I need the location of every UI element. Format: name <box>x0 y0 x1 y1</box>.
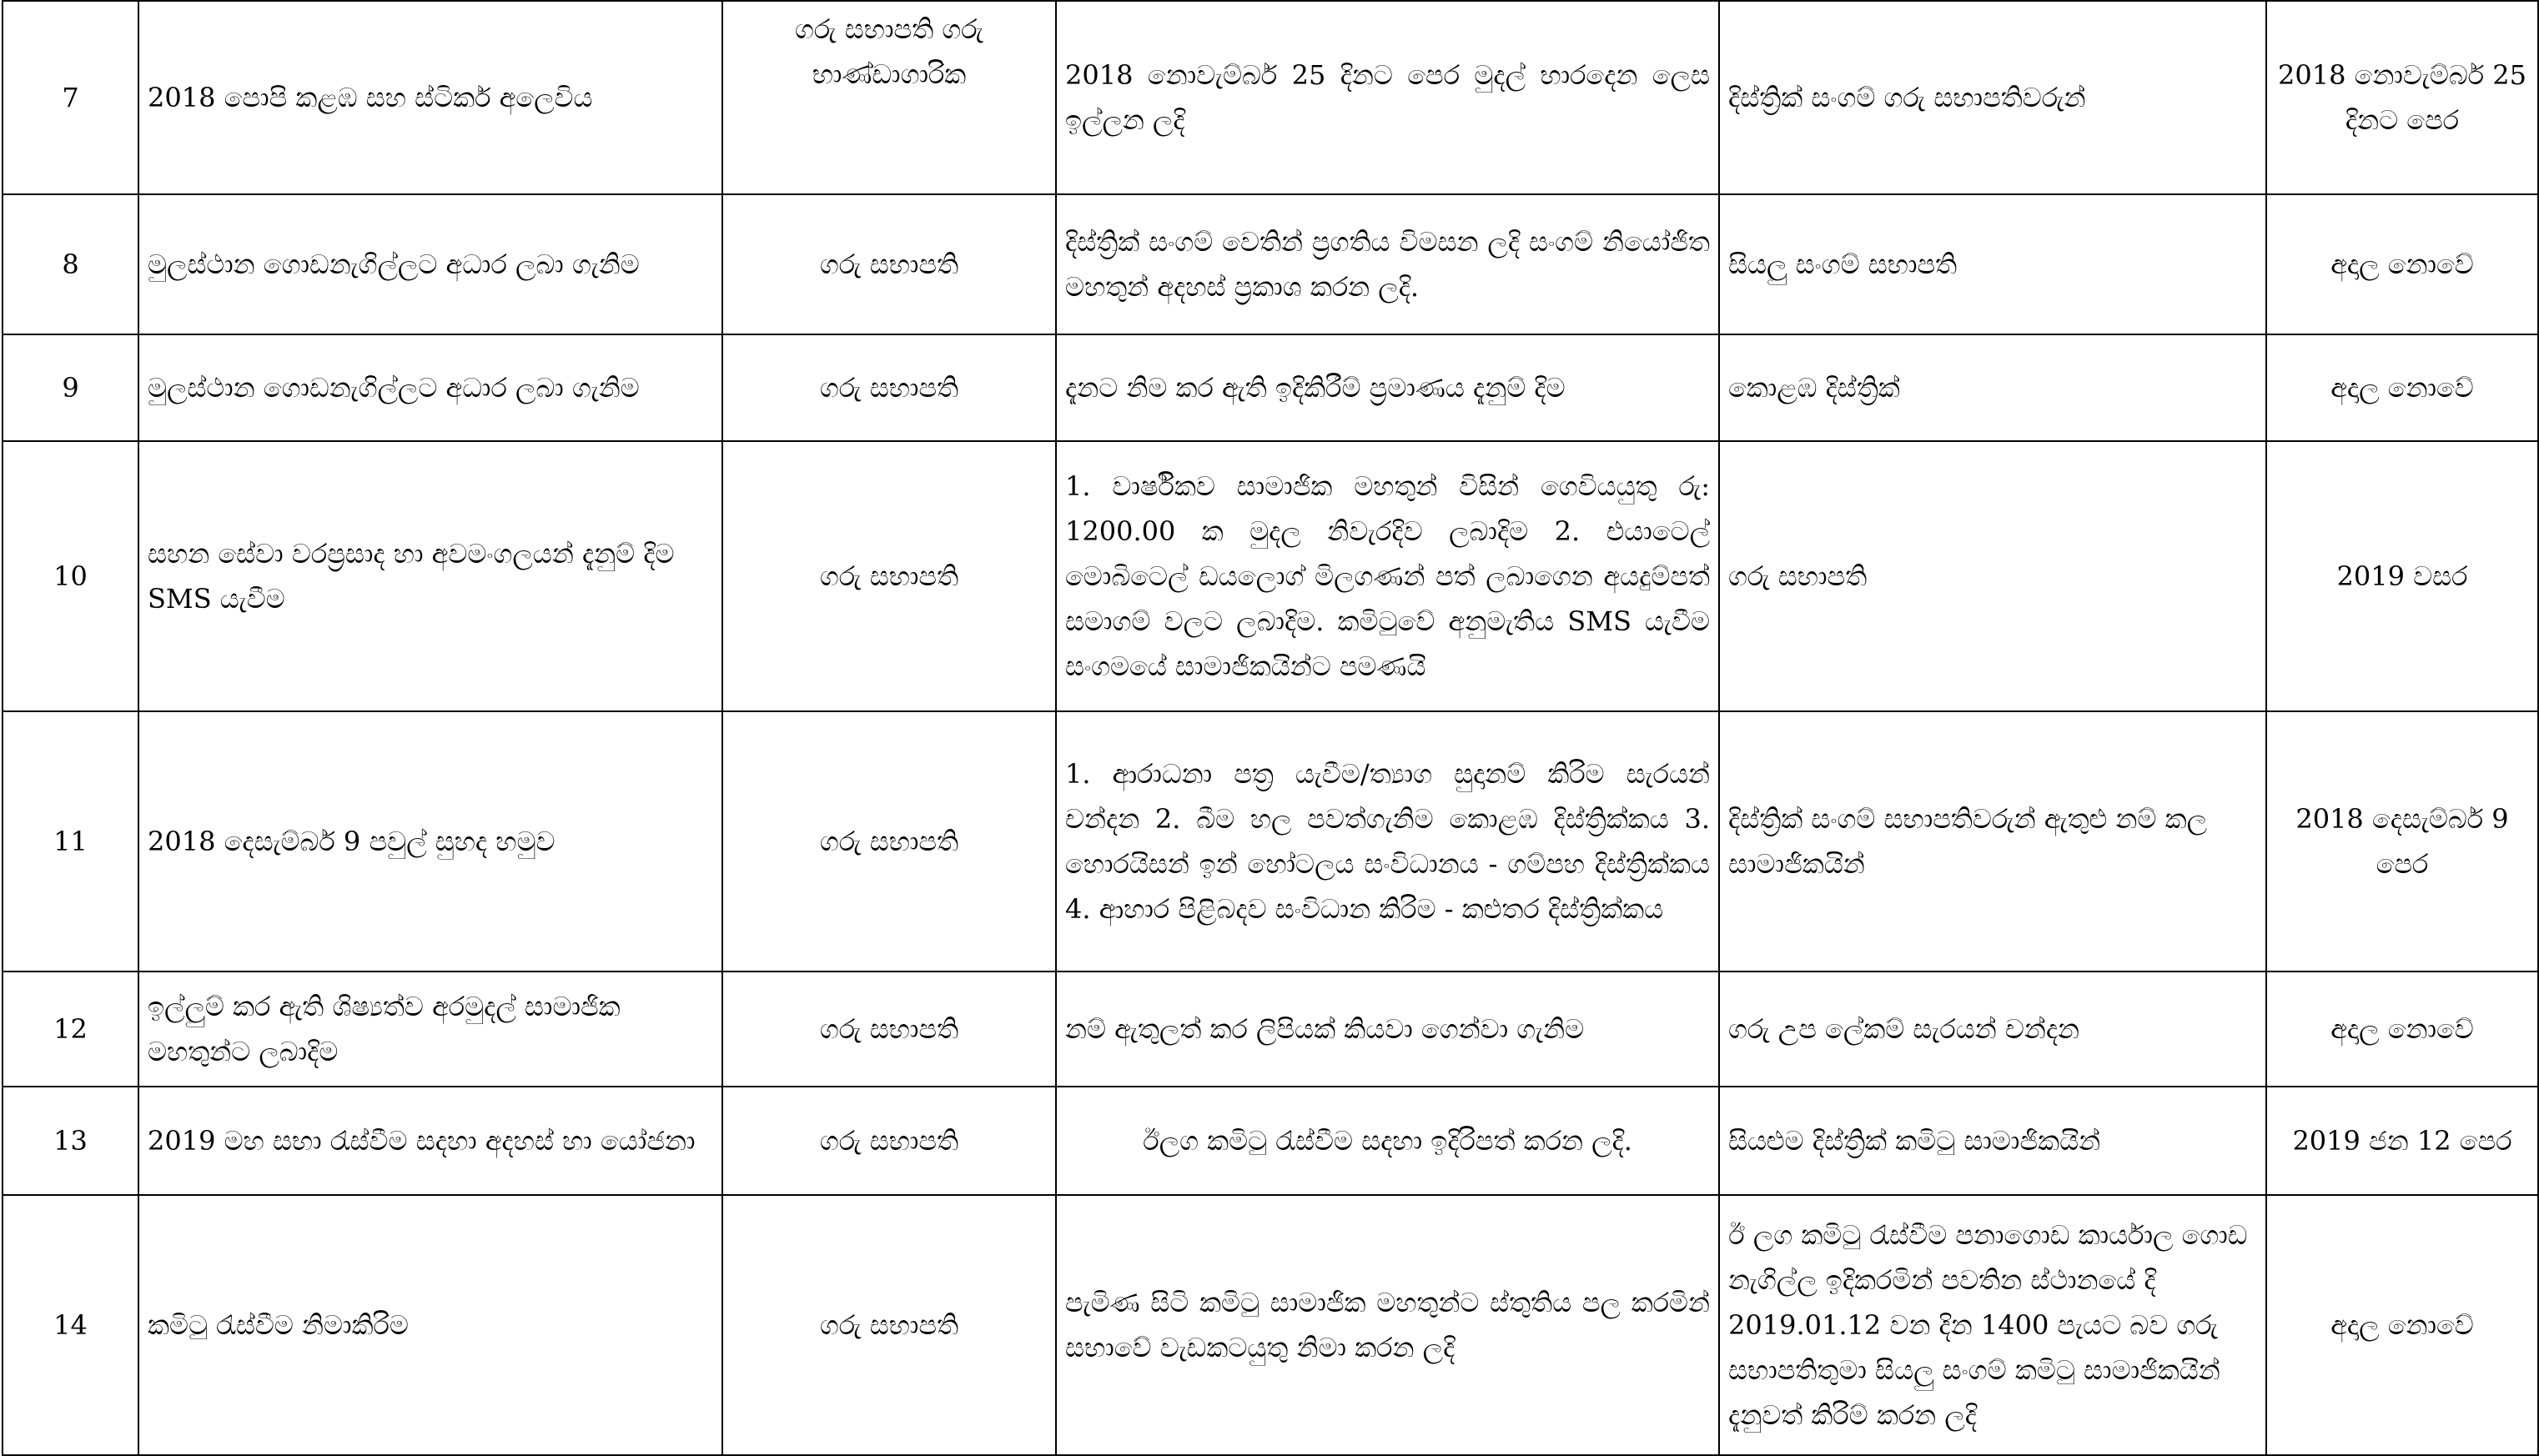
responsible-line: ගරු සභාපති <box>819 372 959 404</box>
table-row <box>3 194 2538 334</box>
responsible-line: ගරු සභාපති ගරු <box>795 13 983 45</box>
decision-cell: 2018 නොවැම්බර් 25 දිනට පෙර මුදල් භාරදෙන ලෙස ඉල්ලන ලදි <box>1056 1 1719 194</box>
responsible-line: ගරු සභාපති <box>819 1125 959 1157</box>
decision-cell: ඊලග කමිටු රැස්වීම සදහා ඉදිරිපත් කරන ලදි. <box>1056 1087 1719 1195</box>
row-number: 8 <box>3 194 138 334</box>
implementation-cell: ගරු සභාපති <box>1719 441 2266 711</box>
date-cell: 2018 දෙසැම්බර් 9 පෙර <box>2266 711 2538 972</box>
responsible-cell <box>722 441 1056 711</box>
responsible-line: ගරු සභාපති <box>819 249 959 280</box>
date-cell: අදාල නොවේ <box>2266 334 2538 441</box>
decision-cell: 1. වාර්ෂිකව සාමාජික මහතුන් විසින් ගෙවියයුතු රු: 1200.00 ක මුදල නිවැරදිව ලබාදිම 2. එයාටෙල් මොබිටෙල් ඩයලොග් මිලගණන් පත් ලබාගෙන අයදුම්පත් සමාගම් වලට ලබාදිම. කමිටුවේ අනුමැතිය SMS යැවීම සංගමයේ සාමාජිකයින්ට පමණයි <box>1056 441 1719 711</box>
responsible-cell <box>722 1087 1056 1195</box>
row-number: 10 <box>3 441 138 711</box>
topic-cell: 2018 පොපි කළඹ සහ ස්ටිකර් අලෙවිය <box>138 1 722 194</box>
table-row <box>3 1 2538 194</box>
responsible-cell <box>722 334 1056 441</box>
date-cell: 2019 ජන 12 පෙර <box>2266 1087 2538 1195</box>
responsible-line: ගරු සභාපති <box>819 826 959 857</box>
decision-cell: 1. ආරාධනා පත්‍ර යැවීම/ත්‍යාග සුදානම් කිරිම සැරයන් චන්දන 2. බීම හල පවත්ගැනිම කොළඹ දිස්ත්‍රික්කය 3. හොරයිසන් ඉන් හෝටලය සංවිධානය - ගම්පහ දිස්ත්‍රික්කය 4. ආහාර පිළිබදව සංවිධාන කිරිම - කළුතර දිස්ත්‍රික්කය <box>1056 711 1719 972</box>
row-number: 7 <box>3 1 138 194</box>
responsible-line: භාණ්ඩාගාරික <box>812 58 967 90</box>
date-cell: අදාල නොවේ <box>2266 972 2538 1087</box>
date-cell: අදාල නොවේ <box>2266 194 2538 334</box>
table-row <box>3 334 2538 441</box>
row-number: 11 <box>3 711 138 972</box>
responsible-cell <box>722 972 1056 1087</box>
table-row <box>3 711 2538 972</box>
decision-cell: නම් ඇතුලත් කර ලිපියක් කියවා ගෙන්වා ගැනිම <box>1056 972 1719 1087</box>
topic-cell: ඉල්ලුම් කර ඇති ශිෂ්‍යත්ව අරමුදල් සාමාජික මහතුන්ට ලබාදිම <box>138 972 722 1087</box>
row-number: 13 <box>3 1087 138 1195</box>
date-cell: 2019 වසර <box>2266 441 2538 711</box>
implementation-cell: සියලු සංගම් සභාපති <box>1719 194 2266 334</box>
date-cell: 2018 නොවැම්බර් 25 දිනට පෙර <box>2266 1 2538 194</box>
decision-cell: පැමිණ සිටි කමිටු සාමාජික මහතුන්ට ස්තුතිය පල කරමින් සභාවේ වැඩකටයුතු නිමා කරන ලදි <box>1056 1195 1719 1455</box>
implementation-cell: ඊ ලග කමිටු රැස්වීම පනාගොඩ කාර්යාල ගොඩ නැගිල්ල ඉදිකරමින් පවතින ස්ථානයේ දි 2019.01.12 වන දින 1400 පැයට බව ගරු සභාපතිතුමා සියලු සංගම් කමිටු සාමාජිකයින් දැනුවත් කිරිම් කරන ලදි <box>1719 1195 2266 1455</box>
decision-cell: දිස්ත්‍රික් සංගම් වෙතින් ප්‍රගතිය විමසන ලදි සංගම් නියෝජිත මහතුන් අදහස් ප්‍රකාශ කරන ලදි. <box>1056 194 1719 334</box>
decision-cell: දැනට නිම කර ඇති ඉදිකිරීම් ප්‍රමාණය දැනුම් දිම <box>1056 334 1719 441</box>
topic-cell: 2019 මහ සභා රැස්වීම සදහා අදහස් හා යෝජනා <box>138 1087 722 1195</box>
row-number: 9 <box>3 334 138 441</box>
date-cell: අදාල නොවේ <box>2266 1195 2538 1455</box>
topic-cell: සහන සේවා වරප්‍රසාද හා අවමංගලයන් දැනුම් දිම SMS යැවීම <box>138 441 722 711</box>
responsible-line: ගරු සභාපති <box>819 560 959 592</box>
table-row <box>3 972 2538 1087</box>
table-row <box>3 1195 2538 1455</box>
implementation-cell: දිස්ත්‍රික් සංගම් සභාපතිවරුන් ඇතුළු නම් කල සාමාජිකයින් <box>1719 711 2266 972</box>
topic-cell: මුලස්ථාන ගොඩනැගිල්ලට අධාර ලබා ගැනිම <box>138 194 722 334</box>
topic-cell: මුලස්ථාන ගොඩනැගිල්ලට අධාර ලබා ගැනිම <box>138 334 722 441</box>
responsible-line: ගරු සභාපති <box>819 1309 959 1341</box>
responsible-cell <box>722 1195 1056 1455</box>
responsible-cell <box>722 194 1056 334</box>
responsible-cell <box>722 1 1056 194</box>
row-number: 14 <box>3 1195 138 1455</box>
row-number: 12 <box>3 972 138 1087</box>
topic-cell: 2018 දෙසැම්බර් 9 පවුල් සුහද හමුව <box>138 711 722 972</box>
topic-cell: කමිටු රැස්වීම නිමාකිරිම <box>138 1195 722 1455</box>
implementation-cell: දිස්ත්‍රික් සංගම් ගරු සභාපතිවරුන් <box>1719 1 2266 194</box>
implementation-cell: කොළඹ දිස්ත්‍රික් <box>1719 334 2266 441</box>
responsible-cell <box>722 711 1056 972</box>
implementation-cell: සියළුම දිස්ත්‍රික් කමිටු සාමාජිකයින් <box>1719 1087 2266 1195</box>
table-row <box>3 441 2538 711</box>
table-row <box>3 1087 2538 1195</box>
responsible-line: ගරු සභාපති <box>819 1013 959 1045</box>
minutes-table <box>2 0 2539 1456</box>
implementation-cell: ගරු උප ලේකම් සැරයන් චන්දන <box>1719 972 2266 1087</box>
